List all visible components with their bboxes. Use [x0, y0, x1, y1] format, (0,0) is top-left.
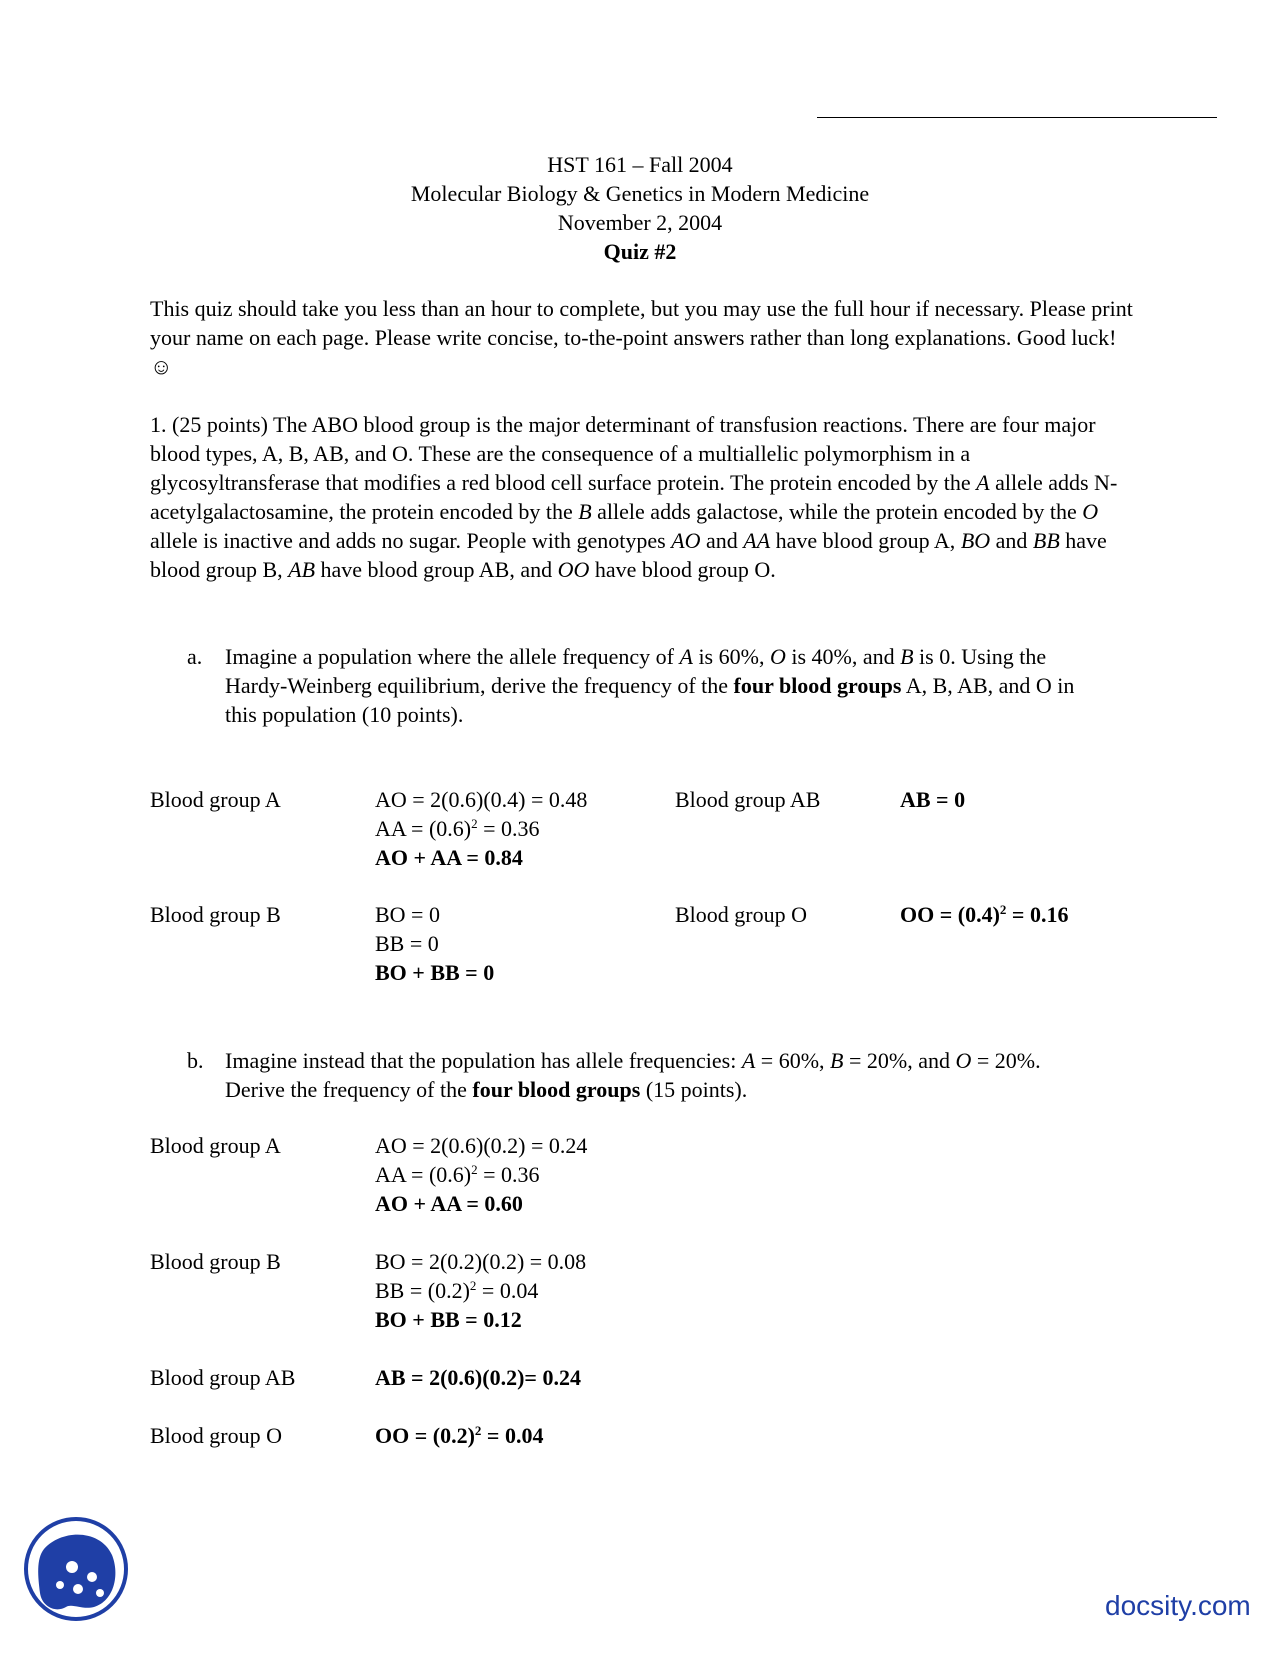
answer-b-aa-line: AA = $(0.6)^2 = 0.36$: [375, 1162, 540, 1187]
docsity-brand-text[interactable]: docsity.com: [1105, 1590, 1251, 1621]
answer-a-group-ab-label: Blood group AB: [675, 787, 821, 812]
quiz-date: November 2, 2004: [557, 210, 723, 235]
answer-b-group-o-value: OO = $(0.2)^2 = 0.04$: [375, 1423, 544, 1448]
answer-a-ao-line: AO = 2(0.6)(0.4) = 0.48: [375, 787, 588, 812]
answer-a-bo-line: BO = 0: [375, 902, 440, 927]
answer-b-group-b-label: Blood group B: [150, 1249, 281, 1274]
question-1a-letter: a.: [187, 644, 203, 669]
answer-b-ao-line: AO = 2(0.6)(0.2) = 0.24: [375, 1133, 588, 1158]
question-1-text: 1. (25 points) The ABO blood group is the major determinant of transfusion reactions. There are four major blood types, A, B, AB, and O. These are the consequence of a multiallelic polymorphism in a glycosyltransferase that modifies a red blood cell surface protein. The protein encoded by the A allele adds N-acetylgalactosamine, the protein encoded by the B allele adds galactose, while the protein encoded by the O allele is inactive and adds no sugar. People with genotypes AO and AA have blood group A, BO and BB have blood group B, AB have blood group AB, and OO have blood group O.: [150, 412, 1118, 582]
answer-a-group-ab-value: AB = 0: [900, 787, 966, 812]
answer-a-group-b-total: BO + BB = 0: [375, 960, 495, 985]
question-1b-text: Imagine instead that the population has allele frequencies: A = 60%, B = 20%, and O = 20%. Derive the frequency of the four blood groups (15 points).: [225, 1048, 1041, 1102]
answer-b-group-ab-value: AB = 2(0.6)(0.2)= 0.24: [375, 1365, 581, 1390]
answer-a-group-b-label: Blood group B: [150, 902, 281, 927]
question-1a: [187, 642, 1107, 732]
answer-b-group-o-label: Blood group O: [150, 1423, 282, 1448]
answer-a-aa-line: AA = $(0.6)^2 = 0.36$: [375, 816, 540, 841]
answer-b-bo-line: BO = 2(0.2)(0.2) = 0.08: [375, 1249, 587, 1274]
course-title: HST 161 – Fall 2004: [547, 152, 733, 177]
question-1b-letter: b.: [187, 1048, 204, 1073]
quiz-title: Quiz #2: [603, 239, 677, 264]
course-subject: Molecular Biology & Genetics in Modern Medicine: [410, 181, 870, 206]
answer-b-bb-line: BB = $(0.2)^2 = 0.04$: [375, 1278, 539, 1303]
answer-a-group-o-label: Blood group O: [675, 902, 807, 927]
answer-a-group-a-label: Blood group A: [150, 787, 281, 812]
docsity-logo-icon: [22, 1515, 130, 1623]
answer-b-group-a-label: Blood group A: [150, 1133, 281, 1158]
question-1b: [187, 1046, 1107, 1106]
answer-b-group-ab-label: Blood group AB: [150, 1365, 296, 1390]
name-line: [817, 117, 1217, 118]
question-1a-text: Imagine a population where the allele frequency of A is 60%, O is 40%, and B is 0. Using the Hardy-Weinberg equilibrium, derive the frequency of the four blood groups A, B, AB, and O in this population (10 points).: [225, 644, 1075, 727]
answer-a-group-a-total: AO + AA = 0.84: [375, 845, 523, 870]
answer-a-group-o-value: OO = $(0.4)^2 = 0.16$: [900, 902, 1069, 927]
intro-paragraph: This quiz should take you less than an hour to complete, but you may use the full hour if necessary. Please print your name on each page. Please write concise, to-the-point answers rather than long explanations. Good luck! ☺: [150, 296, 1133, 379]
answer-a-bb-line: BB = 0: [375, 931, 439, 956]
answer-b-group-b-total: BO + BB = 0.12: [375, 1307, 522, 1332]
quiz-header: [0, 150, 1280, 266]
answer-b-group-a-total: AO + AA = 0.60: [375, 1191, 523, 1216]
